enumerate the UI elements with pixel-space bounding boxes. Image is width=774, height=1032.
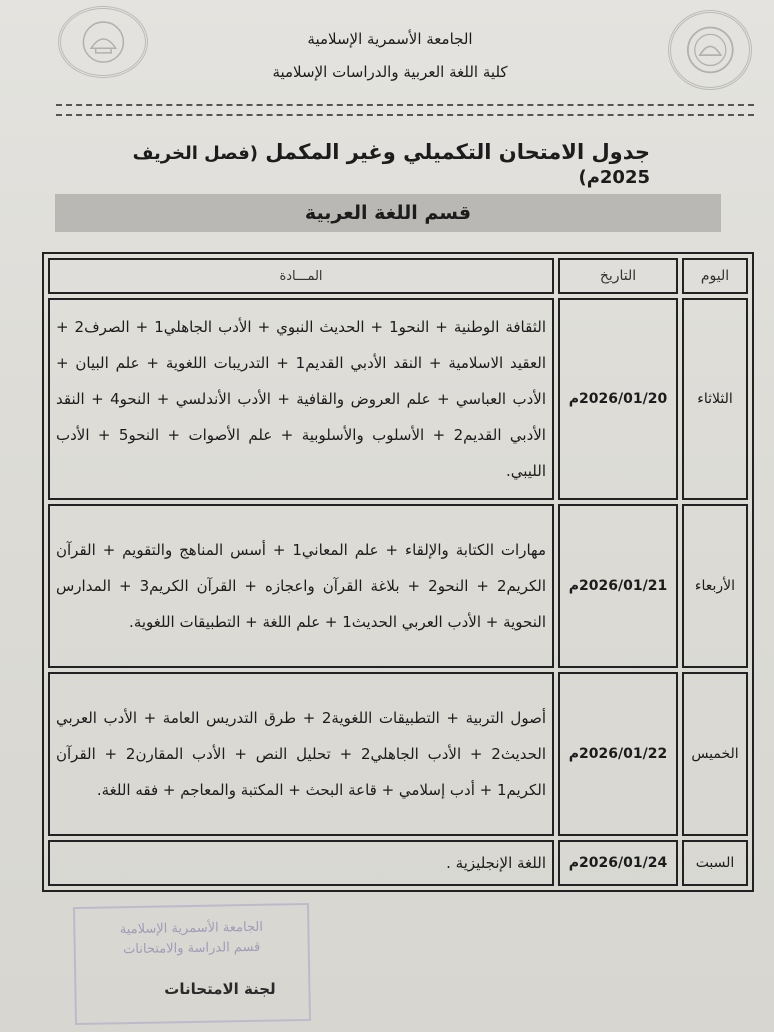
header-subject: المـــادة (48, 258, 554, 294)
row-subjects: الثقافة الوطنية + النحو1 + الحديث النبوي + الأدب الجاهلي1 + الصرف2 + العقيد الاسلامية + النقد الأدبي القديم1 + التدريبات اللغوية + علم البيان + الأدب العباسي + علم العروض والقافية + الأدب الأندلسي + النحو4 + النقد الأدبي القديم2 + الأسلوب والأسلوبية + علم الأصوات + النحو5 + الأدب الليبي. (48, 298, 554, 500)
stamp-line-2: قسم الدراسة والامتحانات (122, 939, 261, 958)
header-separator (56, 104, 754, 116)
title-main: جدول الامتحان التكميلي وغير المكمل (265, 140, 650, 164)
university-name: الجامعة الأسمرية الإسلامية (307, 30, 473, 48)
row-date: 2026/01/22م (558, 672, 678, 836)
faculty-name: كلية اللغة العربية والدراسات الإسلامية (272, 63, 508, 81)
emblem-icon (74, 19, 133, 65)
table-row (48, 298, 748, 500)
stamp-line-1: الجامعة الأسمرية الإسلامية (119, 919, 264, 938)
header-date: التاريخ (558, 258, 678, 294)
row-day: الخميس (682, 672, 748, 836)
exam-schedule-table (42, 252, 754, 892)
university-logo-left (58, 6, 148, 78)
row-subjects: اللغة الإنجليزية . (48, 840, 554, 886)
emblem-icon (683, 24, 738, 76)
table-row (48, 672, 748, 836)
table-row (48, 840, 748, 886)
department-banner: قسم اللغة العربية (55, 194, 721, 232)
university-logo-right (668, 10, 752, 90)
row-date: 2026/01/20م (558, 298, 678, 500)
table-header-row (48, 258, 748, 294)
header-day: اليوم (682, 258, 748, 294)
row-subjects: مهارات الكتابة والإلقاء + علم المعاني1 + أسس المناهج والتقويم + القرآن الكريم2 + النحو2 + بلاغة القرآن واعجازه + القرآن الكريم3 + المدارس النحوية + الأدب العربي الحديث1 + علم اللغة + التطبيقات اللغوية. (48, 504, 554, 668)
row-subjects: أصول التربية + التطبيقات اللغوية2 + طرق التدريس العامة + الأدب العربي الحديث2 + الأدب الجاهلي2 + تحليل النص + الأدب المقارن2 + القرآن الكريم1 + أدب إسلامي + قاعة البحث + المكتبة والمعاجم + فقه اللغة. (48, 672, 554, 836)
title-season: (فصل الخريف 2025م) (132, 143, 650, 188)
row-day: السبت (682, 840, 748, 886)
row-date: 2026/01/24م (558, 840, 678, 886)
row-day: الأربعاء (682, 504, 748, 668)
page-title (90, 140, 650, 188)
table-row (48, 504, 748, 668)
row-day: الثلاثاء (682, 298, 748, 500)
official-stamp (73, 903, 311, 1025)
exam-committee-signature: لجنة الامتحانات (164, 980, 276, 998)
row-date: 2026/01/21م (558, 504, 678, 668)
